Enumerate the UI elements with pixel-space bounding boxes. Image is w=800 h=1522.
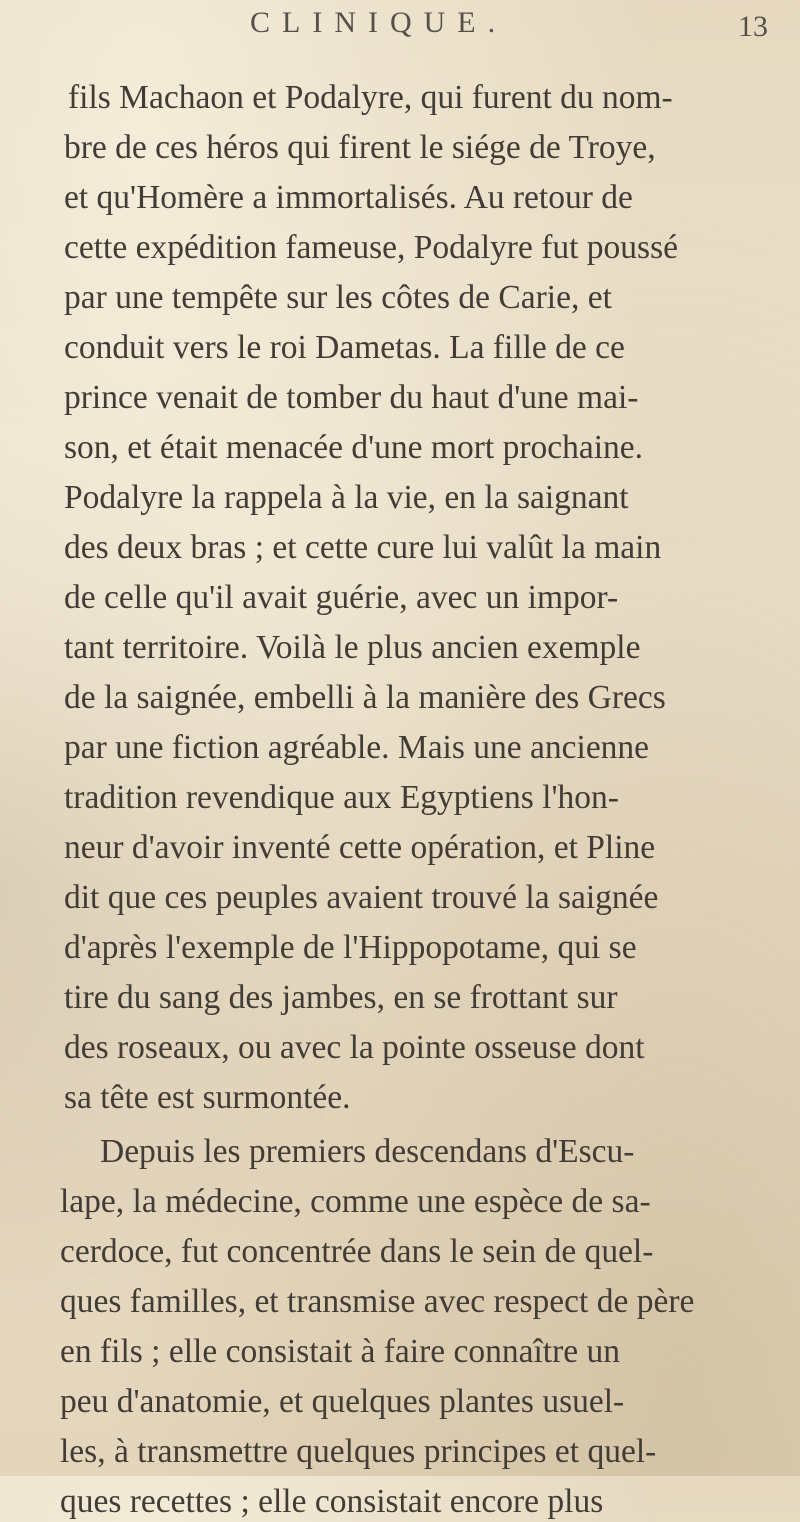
text-line: fils Machaon et Podalyre, qui furent du nom-	[68, 79, 673, 116]
text-line: son, et était menacée d'une mort prochaine.	[64, 429, 644, 466]
text-line: peu d'anatomie, et quelques plantes usuel-	[60, 1383, 625, 1420]
text-line: tant territoire. Voilà le plus ancien exemple	[64, 629, 641, 666]
running-title: CLINIQUE.	[250, 6, 508, 39]
text-line: tire du sang des jambes, en se frottant sur	[64, 979, 618, 1016]
text-line: conduit vers le roi Dametas. La fille de ce	[64, 329, 625, 366]
text-line: prince venait de tomber du haut d'une mai-	[64, 379, 639, 416]
text-line: de la saignée, embelli à la manière des Grecs	[64, 679, 666, 716]
text-line: lape, la médecine, comme une espèce de sa-	[60, 1183, 651, 1220]
text-line: neur d'avoir inventé cette opération, et Pline	[64, 829, 656, 866]
text-line: et qu'Homère a immortalisés. Au retour de	[64, 179, 633, 216]
text-line: Podalyre la rappela à la vie, en la saignant	[64, 479, 629, 516]
paragraph-first-line: Depuis les premiers descendans d'Escu-	[100, 1133, 635, 1170]
running-head	[250, 4, 770, 48]
text-line: de celle qu'il avait guérie, avec un impor-	[64, 579, 619, 616]
page-number: 13	[738, 10, 768, 43]
text-line: des roseaux, ou avec la pointe osseuse dont	[64, 1029, 645, 1066]
text-line: cerdoce, fut concentrée dans le sein de quel-	[60, 1233, 654, 1270]
text-line: par une fiction agréable. Mais une ancienne	[64, 729, 650, 766]
text-line: par une tempête sur les côtes de Carie, et	[64, 279, 612, 316]
text-line: les, à transmettre quelques principes et quel-	[60, 1433, 657, 1470]
text-line: dit que ces peuples avaient trouvé la saignée	[64, 879, 659, 916]
text-line: ques recettes ; elle consistait encore plus	[60, 1483, 604, 1520]
text-line: des deux bras ; et cette cure lui valût la main	[64, 529, 662, 566]
text-line: en fils ; elle consistait à faire connaître un	[60, 1333, 620, 1370]
text-line: ques familles, et transmise avec respect de père	[60, 1283, 695, 1320]
text-line: tradition revendique aux Egyptiens l'hon-	[64, 779, 619, 816]
text-line: sa tête est surmontée.	[64, 1079, 351, 1116]
text-line: cette expédition fameuse, Podalyre fut poussé	[64, 229, 678, 266]
text-line: d'après l'exemple de l'Hippopotame, qui se	[64, 929, 637, 966]
text-line: bre de ces héros qui firent le siége de Troye,	[64, 129, 656, 166]
